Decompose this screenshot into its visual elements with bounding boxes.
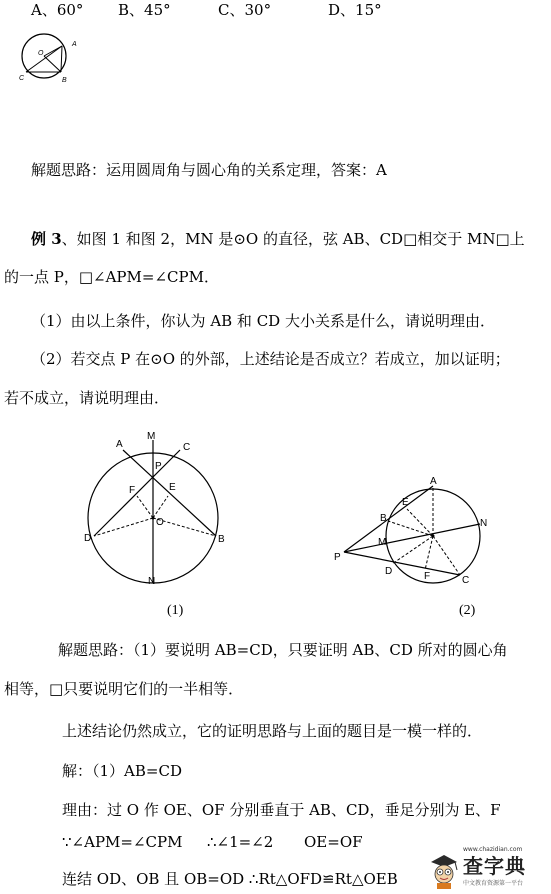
fig1-label-d: D — [84, 533, 92, 544]
fig1-label-f: F — [129, 485, 136, 496]
example3-text: 、如图 1 和图 2，MN 是⊙O 的直径，弦 AB、CD□相交于 MN□上 — [61, 230, 525, 248]
fig1-label-m: M — [147, 431, 156, 442]
example3-line1 — [31, 229, 525, 249]
fig2-line-pn — [344, 524, 480, 552]
chazidian-logo — [427, 848, 547, 892]
logo-title: 查字典 — [463, 854, 526, 878]
option-b: B、45° — [118, 1, 171, 19]
fig1-label-b: B — [218, 534, 225, 545]
small-label-b: B — [62, 77, 67, 84]
fig1-of — [137, 496, 153, 518]
analysis-line1: 解题思路：（1）要说明 AB=CD，只要证明 AB、CD 所对的圆心角 — [58, 641, 508, 659]
figure-2-caption: (2) — [459, 603, 476, 618]
option-a: A、60° — [31, 1, 84, 19]
analysis-line6a: ∵∠APM=∠CPM — [62, 833, 183, 851]
analysis-line7: 连结 OD、OB 且 OB=OD ∴Rt△OFD≌Rt△OEB — [62, 870, 398, 888]
fig2-of — [425, 536, 433, 570]
question-1: （1）由以上条件，你认为 AB 和 CD 大小关系是什么，请说明理由． — [31, 312, 495, 330]
fig2-center-dot — [432, 535, 435, 538]
question-2-line1: （2）若交点 P 在⊙O 的外部，上述结论是否成立？若成立，加以证明； — [31, 350, 510, 368]
option-d: D、15° — [328, 1, 382, 19]
fig2-label-b: B — [380, 513, 387, 524]
fig1-label-c: C — [183, 442, 191, 453]
analysis-line2: 相等，□只要说明它们的一半相等． — [4, 680, 244, 698]
fig2-line-pa — [344, 486, 433, 552]
figure-1-caption: (1) — [167, 603, 184, 618]
fig2-od — [392, 536, 433, 564]
fig2-label-p: P — [334, 552, 341, 563]
fig1-label-o: O — [156, 517, 164, 528]
small-label-c: C — [19, 75, 25, 82]
fig2-label-n: N — [480, 518, 488, 529]
small-label-o: O — [38, 50, 44, 57]
analysis-line5: 理由：过 O 作 OE、OF 分别垂直于 AB、CD，垂足分别为 E、F — [62, 801, 501, 819]
fig1-center-dot — [152, 517, 155, 520]
fig2-label-m: M — [378, 537, 387, 548]
figure-1 — [76, 428, 236, 598]
fig2-oc — [433, 536, 460, 575]
analysis-line4: 解：（1）AB=CD — [62, 762, 182, 780]
fig2-label-e: E — [402, 497, 409, 508]
analysis-line3: 上述结论仍然成立，它的证明思路与上面的题目是一模一样的． — [62, 722, 483, 740]
small-circle-figure — [16, 32, 84, 90]
fig1-oe — [153, 496, 168, 518]
small-radius-oa — [44, 46, 62, 56]
question-2-line2: 若不成立，请说明理由． — [4, 389, 170, 407]
logo-subtitle: 中文教育资源第一平台 — [463, 880, 524, 887]
fig1-label-a: A — [116, 439, 123, 450]
analysis-line6b: ∴∠1=∠2 — [207, 833, 274, 851]
fig1-label-n: N — [148, 576, 156, 587]
fig2-oe — [407, 509, 433, 536]
small-radius-ob — [44, 56, 61, 72]
solution-line: 解题思路：运用圆周角与圆心角的关系定理，答案：A — [31, 161, 387, 179]
fig2-label-c: C — [462, 575, 470, 586]
fig2-label-f: F — [424, 571, 431, 582]
analysis-line6c: OE=OF — [304, 833, 363, 851]
figure-2 — [326, 468, 502, 592]
fig1-label-p: P — [155, 461, 162, 472]
logo-url: www.chazidian.com — [463, 846, 523, 853]
fig2-label-d: D — [385, 566, 393, 577]
mascot-icon — [427, 850, 461, 890]
fig2-label-a: A — [430, 476, 437, 487]
fig1-label-e: E — [169, 482, 176, 493]
option-c: C、30° — [218, 1, 272, 19]
small-label-a: A — [72, 41, 77, 48]
example3-line2: 的一点 P，□∠APM=∠CPM． — [4, 268, 219, 286]
example3-label: 例 3 — [31, 230, 62, 248]
